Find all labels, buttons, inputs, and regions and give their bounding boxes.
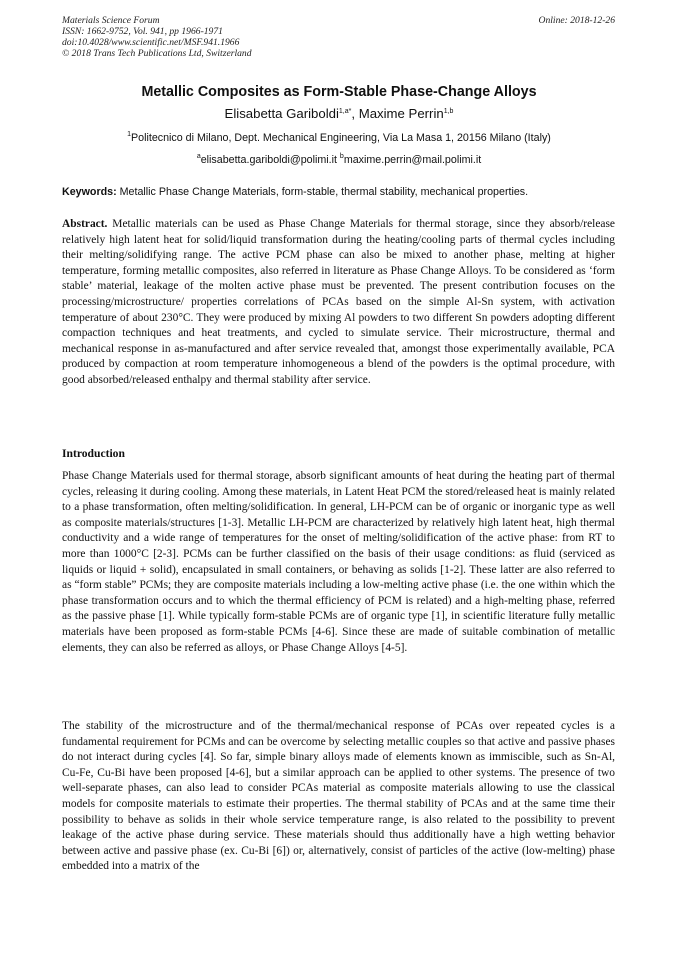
- affiliation-mark: 1: [127, 131, 132, 138]
- author-separator: ,: [351, 106, 359, 121]
- keywords-text: Metallic Phase Change Materials, form-stable, thermal stability, mechanical properties.: [119, 186, 529, 198]
- keywords-label: Keywords:: [62, 186, 117, 198]
- affiliation-text: Politecnico di Milano, Dept. Mechanical Engineering, Via La Masa 1, 20156 Milano (Italy): [131, 132, 551, 144]
- online-date: Online: 2018-12-26: [538, 15, 615, 26]
- author-name: Elisabetta Gariboldi: [224, 106, 339, 121]
- journal-issn: ISSN: 1662-9752, Vol. 941, pp 1966-1971: [62, 26, 223, 37]
- journal-header: [62, 15, 252, 59]
- abstract-text: Metallic materials can be used as Phase Change Materials for thermal storage, since they absorb/release relatively high latent heat for solid/liquid transformation during the heating/cooling parts of thermal cycles including their melting/solidifying range. The active PCM phase can also be mixed to another phase, melting at higher temperature, forming metallic composites, also referred in literature as Phase Change Alloys. To be considered as ‘form stable’ material, leakage of the molten active phase must be prevented. The present contribution focuses on the processing/microstructure/ properties correlations of PCAs based on the simple Al-Sn system, with activation temperature of about 230°C. They were produced by mixing Al powders to two different Sn powders adopting different compaction techniques and heat treatments, and cycled to simulate service. Their microstructure, thermal and mechanical response in as-manufactured and after service revealed that, amongst those experimentally available, PCA produced by compaction at room temperature inhomogeneous a blend of the powders is the optimal procedure, with good absorbed/released enthalpy and thermal stability after service.: [62, 218, 616, 386]
- body-paragraph: Phase Change Materials used for thermal storage, absorb significant amounts of heat during the heating part of thermal cycles, releasing it during cooling. Among these materials, in Latent Heat PCM the stored/released heat is mainly related to a phase transformation, often melting/solidification. In general, LH-PCM can be of organic or inorganic type as well as composite materials/structures [1-3]. Metallic LH-PCM are characterized by relatively high latent heat, high thermal conductivity and a wide range of temperatures for the onset of melting/solidification of the active phase: from RT to more than 1000°C [2-3]. PCMs can be further classified on the basis of their usage conditions: as fluid (serviced as liquids or liquid + solid), encapsulated in small containers, or behaving as solids [1-2]. These latter are also referred to as “form stable” PCMs; they are composite materials including a low-melting active phase (i.e. the one within which the phase transformation occurs and to which the thermal efficiency of PCM is related) and a high-melting phase, referred as the passive phase [1]. While typically form-stable PCMs are of organic type [1], in scientific literature fully metallic materials have been proposed as form-stable PCMs [4-6]. Since these are made of suitable combination of metallic elements, they can also be referred as alloys, or Phase Change Alloys [4-5].: [62, 470, 615, 654]
- author-line: [0, 106, 678, 121]
- email-mark: b: [339, 153, 344, 160]
- journal-name: Materials Science Forum: [62, 15, 160, 26]
- email-link[interactable]: maxime.perrin@mail.polimi.it: [343, 154, 482, 166]
- author-affiliation-mark: 1,b: [443, 108, 454, 115]
- abstract-label: Abstract.: [62, 218, 108, 230]
- affiliation: [0, 132, 678, 144]
- paper-title: Metallic Composites as Form-Stable Phase-Change Alloys: [141, 84, 537, 100]
- journal-copyright: © 2018 Trans Tech Publications Ltd, Switzerland: [62, 48, 252, 59]
- email-link[interactable]: elisabetta.gariboldi@polimi.it: [200, 154, 337, 166]
- body-paragraph: The stability of the microstructure and of the thermal/mechanical response of PCAs over repeated cycles is a fundamental requirement for PCMs and can be overcome by selecting metallic couples so that active and passive phases do not interact during cycles [4]. So far, simple binary alloys made of elements known as immiscible, such as Sn-Al, Cu-Fe, Cu-Bi have been proposed [4-6], but a similar approach can be applied to other systems. The presence of two well-separate phases, can also lead to consider PCAs material as composite materials allowing to use the classical models for composite materials to estimate their properties. The thermal stability of PCAs and at the same time their possibility to behave as solids in their whole service temperature range, is also related to the possibility to prevent leakage of the active phase during service. These materials should thus additionally have a high wetting behavior between active and passive phase (ex. Cu-Bi [6]) or, alternatively, consist of particles of the active (low-melting) phase embedded into a matrix of the: [62, 720, 615, 873]
- section-heading: Introduction: [62, 447, 125, 460]
- email-mark: a: [196, 153, 201, 160]
- email-line: [0, 154, 678, 166]
- keywords: [62, 186, 617, 198]
- journal-doi: doi:10.4028/www.scientific.net/MSF.941.1966: [62, 37, 240, 48]
- author-name: Maxime Perrin: [358, 106, 444, 121]
- abstract: [62, 217, 615, 389]
- author-affiliation-mark: 1,a*: [338, 108, 352, 115]
